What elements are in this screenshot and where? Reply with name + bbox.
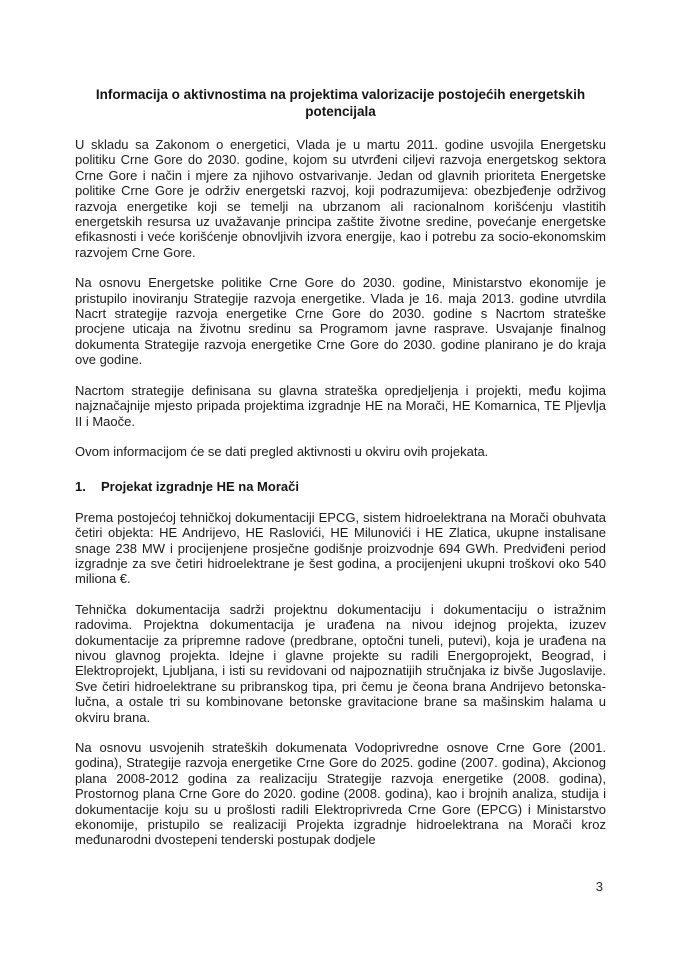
document-title: Informacija o aktivnostima na projektima valorizacije postojećih energetskih potencijala [95,87,586,119]
intro-paragraph-2: Na osnovu Energetske politike Crne Gore do 2030. godine, Ministarstvo ekonomije je pristupilo inoviranju Strategije razvoja energetike. Vlada je 16. maja 2013. godine utvrdila Nacrt strategije razvoja energetike Crne Gore do 2030. godine s Nacrtom strateške procjene uticaja na životnu sredinu sa Programom javne rasprave. Usvajanje finalnog dokumenta Strategije razvoja energetike Crne Gore do 2030. godine planirano je do kraja ove godine. [75,275,606,368]
section-1-heading-label: Projekat izgradnje HE na Morači [101,479,299,495]
intro-paragraph-4: Ovom informacijom će se dati pregled aktivnosti u okviru ovih projekata. [75,443,489,459]
section-1-paragraph-2: Tehnička dokumentacija sadrži projektnu dokumentaciju i dokumentaciju o istražnim radovima. Projektna dokumentacija je urađena na nivou idejnog projekta, izuzev dokumentacije za pripremne radove (predbrane, optočni tuneli, putevi), koja je urađena na nivou glavnog projekta. Idejne i glavne projekte su radili Energoprojekt, Beograd, i Elektroprojekt, Ljubljana, i isti su revidovani od najpoznatijih stručnjaka iz bivše Jugoslavije. Sve četiri hidroelektrane su pribranskog tipa, pri čemu je čeona brana Andrijevo betonska-lučna, a ostale tri su kombinovane betonske gravitacione brane sa mašinskim halama u okviru brana. [75,601,606,725]
page-content [75,86,606,863]
intro-paragraph-3: Nacrtom strategije definisana su glavna strateška opredjeljenja i projekti, među kojima najznačajnije mjesto pripada projektima izgradnje HE na Morači, HE Komarnica, TE Pljevlja II i Maoče. [75,382,606,429]
section-1-heading-number: 1. [75,479,86,495]
page-number: 3 [595,879,603,894]
section-1-paragraph-1: Prema postojećoj tehničkoj dokumentaciji EPCG, sistem hidroelektrana na Morači obuhvata četiri objekta: HE Andrijevo, HE Raslovići, HE Milunovići i HE Zlatica, ukupne instalisane snage 238 MW i procijenjene prosječne godišnje proizvodnje 694 GWh. Predviđeni period izgradnje za sve četiri hidroelektrane je šest godina, a procijenjeni ukupni troškovi oko 540 miliona €. [75,509,606,587]
section-1-heading [75,479,606,494]
intro-paragraph-1: U skladu sa Zakonom o energetici, Vlada je u martu 2011. godine usvojila Energetsku politiku Crne Gore do 2030. godine, kojom su utvrđeni ciljevi razvoja energetskog sektora Crne Gore i način i mjere za njihovo ostvarivanje. Jedan od glavnih prioriteta Energetske politike Crne Gore je održiv energetski razvoj, koji podrazumijeva: obezbjeđenje održivog razvoja energetike koji se temelji na ubrzanom ali racionalnom korišćenju vlastitih energetskih resursa uz uvažavanje principa zaštite životne sredine, povećanje energetske efikasnosti i veće korišćenje obnovljivih izvora energije, kao i potrebu za socio-ekonomskim razvojem Crne Gore. [75,137,606,260]
section-1-paragraph-3: Na osnovu usvojenih strateških dokumenata Vodoprivredne osnove Crne Gore (2001. godina), Strategije razvoja energetike Crne Gore do 2025. godine (2007. godina), Akcionog plana 2008-2012 godina za realizaciju Strategije razvoja energetike (2008. godina), Prostornog plana Crne Gore do 2020. godine (2008. godina), kao i brojnih analiza, studija i dokumentacije koju su u prošlosti radili Elektroprivreda Crne Gore (EPCG) i Ministarstvo ekonomije, pristupilo se realizaciji Projekta izgradnje hidroelektrana na Morači kroz međunarodni dvostepeni tenderski postupak dodjele [75,740,606,848]
